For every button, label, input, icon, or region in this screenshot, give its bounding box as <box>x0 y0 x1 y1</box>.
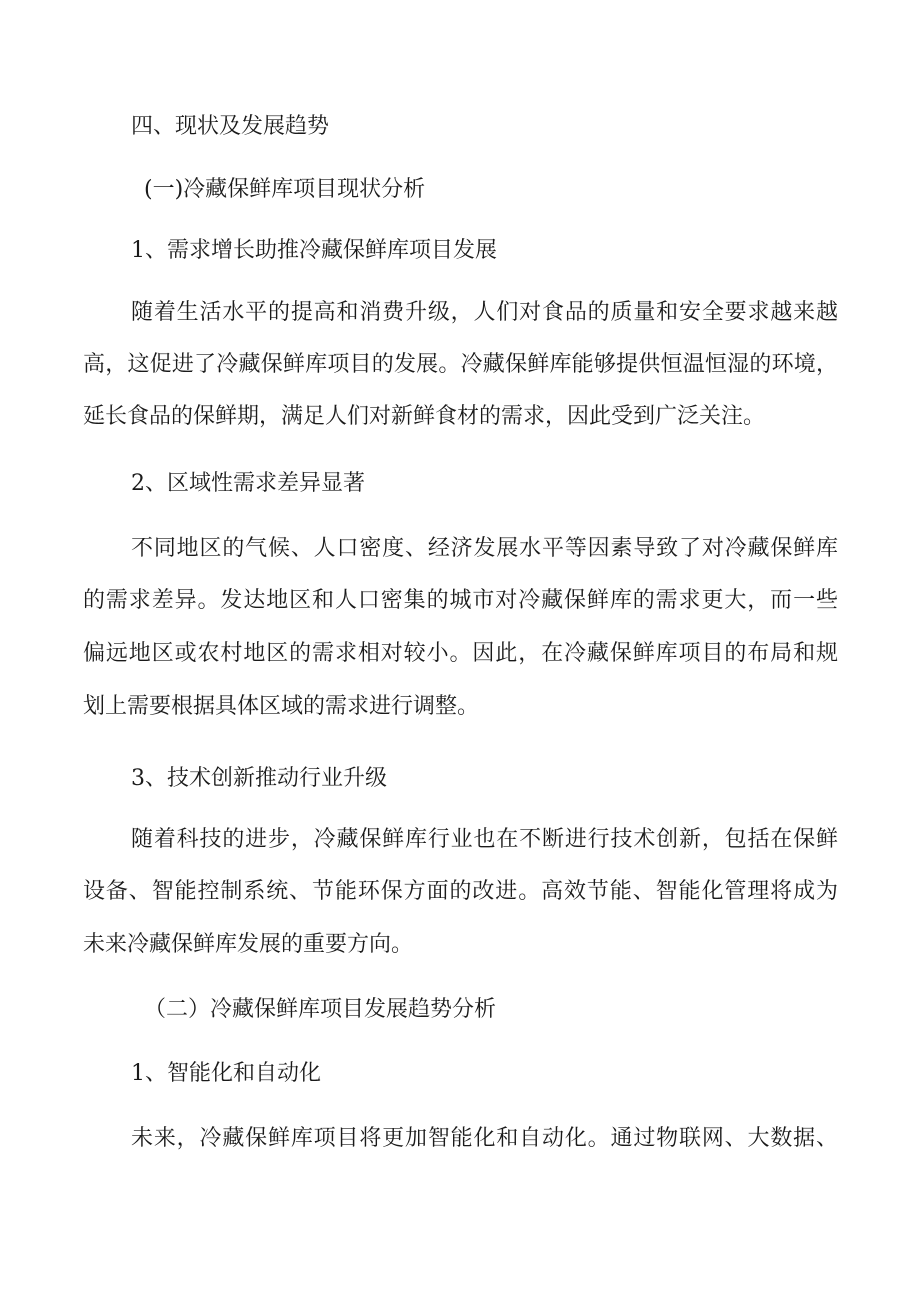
section-2-title: （二）冷藏保鲜库项目发展趋势分析 <box>144 997 497 1022</box>
paragraph-line: 随着科技的进步，冷藏保鲜库行业也在不断进行技术创新，包括在保鲜 <box>131 827 838 852</box>
paragraph-line: 设备、智能控制系统、节能环保方面的改进。高效节能、智能化管理将成为 <box>83 879 838 904</box>
paragraph-line: 随着生活水平的提高和消费升级，人们对食品的质量和安全要求越来越 <box>131 300 838 325</box>
paragraph-line: 偏远地区或农村地区的需求相对较小。因此，在冷藏保鲜库项目的布局和规 <box>83 641 838 666</box>
item-2-title: 2、区域性需求差异显著 <box>131 471 365 496</box>
section-1-title: (一)冷藏保鲜库项目现状分析 <box>144 177 426 202</box>
paragraph-line: 未来冷藏保鲜库发展的重要方向。 <box>83 932 414 957</box>
paragraph-line: 高，这促进了冷藏保鲜库项目的发展。冷藏保鲜库能够提供恒温恒湿的环境， <box>83 352 838 377</box>
paragraph-line: 的需求差异。发达地区和人口密集的城市对冷藏保鲜库的需求更大，而一些 <box>83 588 838 613</box>
item-1-title: 1、需求增长助推冷藏保鲜库项目发展 <box>131 238 497 263</box>
paragraph-line: 划上需要根据具体区域的需求进行调整。 <box>83 694 480 719</box>
heading-status-and-trends: 四、现状及发展趋势 <box>131 114 330 139</box>
paragraph-line: 未来，冷藏保鲜库项目将更加智能化和自动化。通过物联网、大数据、 <box>131 1126 838 1151</box>
paragraph-line: 延长食品的保鲜期，满足人们对新鲜食材的需求，因此受到广泛关注。 <box>83 404 766 429</box>
item-3-title: 3、技术创新推动行业升级 <box>131 766 387 791</box>
paragraph-line: 不同地区的气候、人口密度、经济发展水平等因素导致了对冷藏保鲜库 <box>131 536 838 561</box>
item-4-title: 1、智能化和自动化 <box>131 1061 321 1086</box>
